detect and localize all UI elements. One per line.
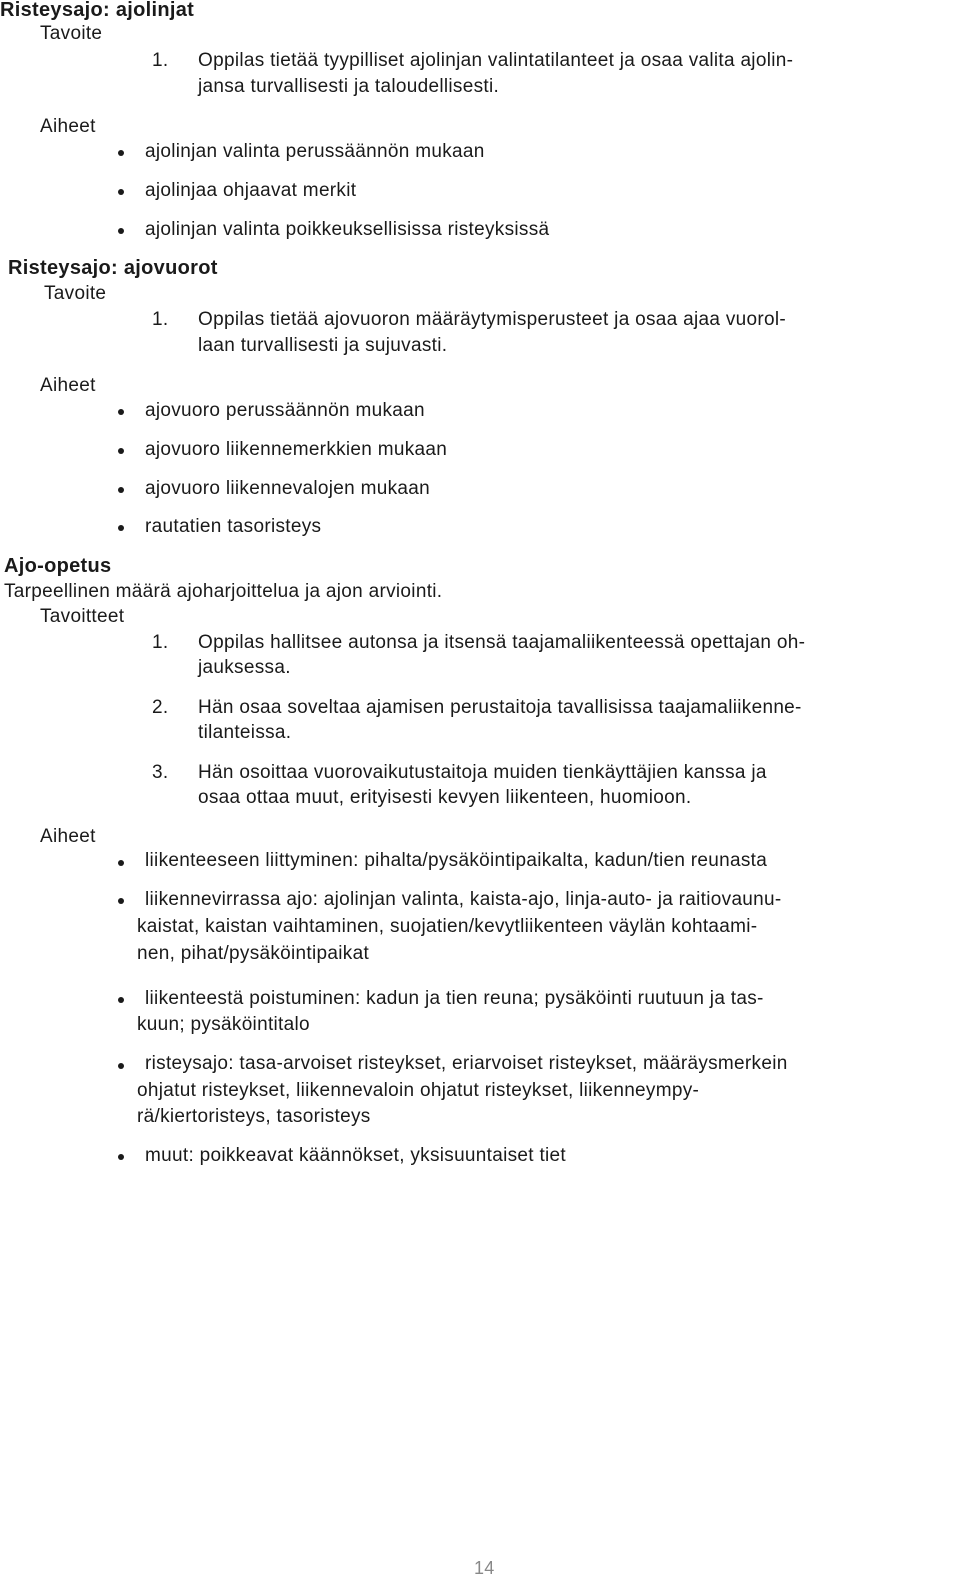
topics-label: Aiheet xyxy=(40,375,96,396)
section-title-ajo-opetus: Ajo-opetus xyxy=(4,555,112,577)
bullet-icon xyxy=(118,228,124,234)
goal-text-line: osaa ottaa muut, erityisesti kevyen liikenteen, huomioon. xyxy=(198,787,692,808)
goal-number: 1. xyxy=(152,309,169,330)
topic-item: ajolinjan valinta poikkeuksellisissa risteyksissä xyxy=(145,219,550,240)
goal-text-line: Hän osoittaa vuorovaikutustaitoja muiden tienkäyttäjien kanssa ja xyxy=(198,762,767,783)
section-title-ajolinjat: Risteysajo: ajolinjat xyxy=(0,0,195,21)
goals-label: Tavoitteet xyxy=(40,606,125,627)
goal-text-line: tilanteissa. xyxy=(198,722,292,743)
bullet-icon xyxy=(118,525,124,531)
topics-label: Aiheet xyxy=(40,826,96,847)
goal-text-line: Oppilas tietää tyypilliset ajolinjan valintatilanteet ja osaa valita ajolin- xyxy=(198,50,794,71)
bullet-icon xyxy=(118,898,124,904)
goal-text-line: Oppilas tietää ajovuoron määräytymisperusteet ja osaa ajaa vuorol- xyxy=(198,309,786,330)
bullet-icon xyxy=(118,1063,124,1069)
bullet-icon xyxy=(118,997,124,1003)
bullet-icon xyxy=(118,1154,124,1160)
topic-item-continued: rä/kiertoristeys, tasoristeys xyxy=(137,1106,371,1127)
bullet-icon xyxy=(118,189,124,195)
topic-item: ajovuoro perussäännön mukaan xyxy=(145,400,425,421)
goal-number: 3. xyxy=(152,762,169,783)
goal-number: 2. xyxy=(152,697,169,718)
bullet-icon xyxy=(118,860,124,866)
bullet-icon xyxy=(118,150,124,156)
bullet-icon xyxy=(118,487,124,493)
goal-text-line: jansa turvallisesti ja taloudellisesti. xyxy=(198,76,500,97)
goal-text-line: Oppilas hallitsee autonsa ja itsensä taajamaliikenteessä opettajan oh- xyxy=(198,632,806,653)
topic-item: ajolinjaa ohjaavat merkit xyxy=(145,180,357,201)
goal-text-line: Hän osaa soveltaa ajamisen perustaitoja tavallisissa taajamaliikenne- xyxy=(198,697,802,718)
intro-text: Tarpeellinen määrä ajoharjoittelua ja ajon arviointi. xyxy=(4,581,443,602)
topic-item: liikenteestä poistuminen: kadun ja tien reuna; pysäköinti ruutuun ja tas- xyxy=(145,988,764,1009)
topic-item: ajovuoro liikennevalojen mukaan xyxy=(145,478,430,499)
topic-item: risteysajo: tasa-arvoiset risteykset, eriarvoiset risteykset, määräysmerkein xyxy=(145,1053,788,1074)
bullet-icon xyxy=(118,448,124,454)
goal-text-line: laan turvallisesti ja sujuvasti. xyxy=(198,335,448,356)
topic-item-continued: kaistat, kaistan vaihtaminen, suojatien/kevytliikenteen väylän kohtaami- xyxy=(137,916,758,937)
topic-item: muut: poikkeavat käännökset, yksisuuntaiset tiet xyxy=(145,1145,567,1166)
topic-item: ajolinjan valinta perussäännön mukaan xyxy=(145,141,485,162)
topic-item: rautatien tasoristeys xyxy=(145,516,322,537)
section-title-ajovuorot: Risteysajo: ajovuorot xyxy=(8,257,218,279)
bullet-icon xyxy=(118,409,124,415)
goal-label: Tavoite xyxy=(44,283,107,304)
page-number: 14 xyxy=(474,1558,495,1578)
topic-item: liikenteeseen liittyminen: pihalta/pysäköintipaikalta, kadun/tien reunasta xyxy=(145,850,768,871)
topic-item-continued: kuun; pysäköintitalo xyxy=(137,1014,310,1035)
topic-item-continued: ohjatut risteykset, liikennevaloin ohjatut risteykset, liikenneympy- xyxy=(137,1080,700,1101)
goal-number: 1. xyxy=(152,50,169,71)
topic-item: ajovuoro liikennemerkkien mukaan xyxy=(145,439,448,460)
goal-label: Tavoite xyxy=(40,23,103,44)
topic-item-continued: nen, pihat/pysäköintipaikat xyxy=(137,943,370,964)
topic-item: liikennevirrassa ajo: ajolinjan valinta, kaista-ajo, linja-auto- ja raitiovaunu- xyxy=(145,889,782,910)
goal-text-line: jauksessa. xyxy=(198,657,291,678)
topics-label: Aiheet xyxy=(40,116,96,137)
goal-number: 1. xyxy=(152,632,169,653)
